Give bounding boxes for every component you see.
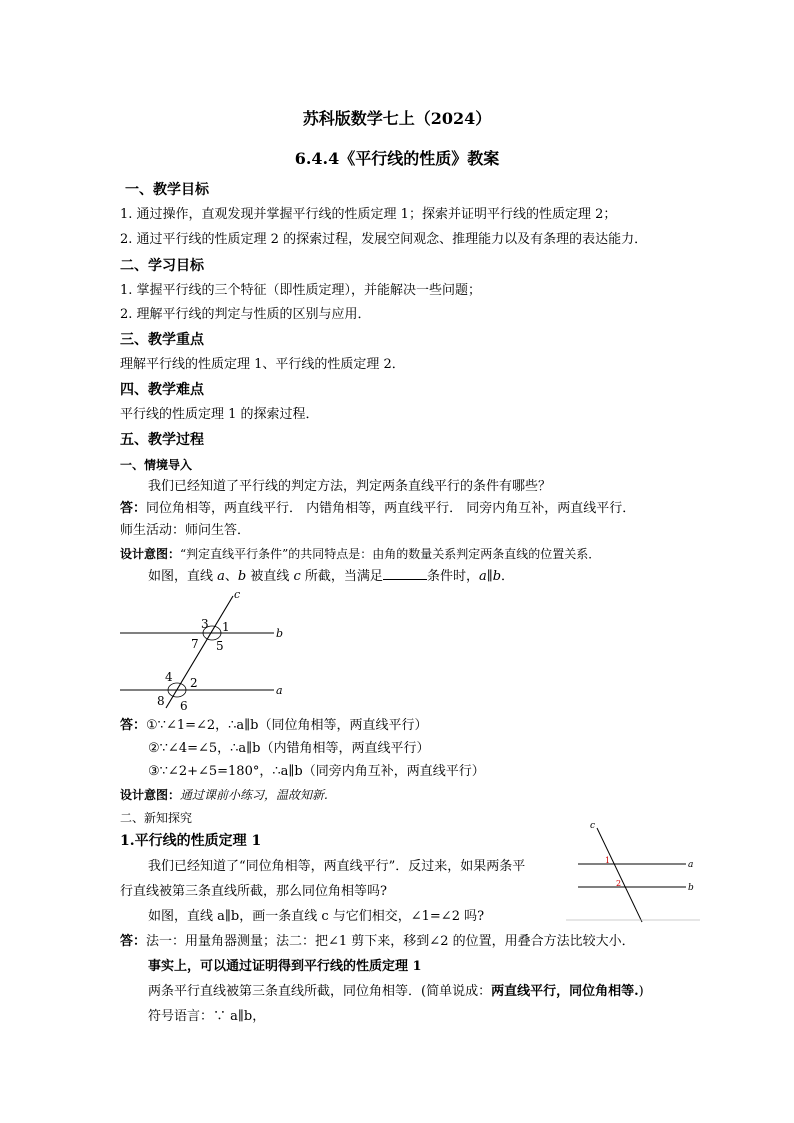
difficulty-text: 平行线的性质定理 1 的探索过程． [120,407,319,422]
label-a: a [688,860,694,870]
section-heading-objectives: 一、教学目标 [125,182,209,198]
symbol-language: 符号语言：∵ a∥b， [148,1009,266,1024]
theorem1-heading: 1.平行线的性质定理 1 [120,833,262,849]
section-heading-learning: 二、学习目标 [120,258,204,274]
focus-text: 理解平行线的性质定理 1、平行线的性质定理 2． [120,357,405,372]
theorem-close: ) [638,984,644,999]
angle-label-4: 4 [165,670,173,684]
prompt-text-j: ． [501,569,515,584]
prompt-var-a: a [217,569,225,584]
doc-subtitle: 6.4.4《平行线的性质》教案 [294,149,500,168]
learning-item-2: 2. 理解平行线的判定与性质的区别与应用． [120,307,371,322]
doc-title: 苏科版数学七上（2024） [302,109,492,128]
activity-text: 师问生答． [185,523,251,538]
design-label: 设计意图： [120,547,181,561]
answer2-label: 答： [120,718,147,733]
subsection-heading-explore: 二、新知探究 [120,811,193,825]
label-c: c [234,588,241,601]
explore-paragraph-2: 如图，直线 a∥b，画一条直线 c 与它们相交，∠1=∠2 吗? [148,909,485,924]
theorem-text: 两条平行直线被第三条直线所截，同位角相等．(简单说成： [148,984,492,999]
angle-label-8: 8 [157,694,165,708]
angle-label-1: 1 [605,856,611,865]
prompt-parallel: a∥b [478,569,502,584]
explore-paragraph-1b: 行直线被第三条直线所截，那么同位角相等吗? [120,884,387,899]
activity-label: 师生活动： [120,523,186,538]
prompt-text-e: 被直线 [246,569,294,584]
angle-label-1: 1 [222,620,230,634]
angle-label-5: 5 [216,639,224,653]
explore-paragraph-1a: 我们已经知道了“同位角相等，两直线平行”．反过来，如果两条平 [148,859,526,874]
intro-activity [120,522,250,540]
explore-answer [120,933,635,951]
answer-label: 答： [120,501,147,516]
figure1-answer-1 [120,717,428,735]
design-text: “判定直线平行条件”的共同特点是：由角的数量关系判定两条直线的位置关系． [180,547,601,561]
figure-parallel-lines-transversal [562,818,704,924]
label-c: c [590,821,596,831]
answer-text: 同位角相等，两直线平行． 内错角相等，两直线平行． 同旁内角互补，两直线平行． [146,501,636,516]
objective-item-2: 2. 通过平行线的性质定理 2 的探索过程，发展空间观念、推理能力以及有条理的表达能力． [120,232,648,247]
section-heading-difficulty: 四、教学难点 [120,382,204,398]
theorem-fact: 事实上，可以通过证明得到平行线的性质定理 1 [148,959,422,974]
figure1-answer-2: ②∵∠4=∠5，∴a∥b（内错角相等，两直线平行） [148,741,430,756]
prompt-text-a: 如图，直线 [148,569,218,584]
prompt-var-b: b [237,569,247,584]
angle-label-3: 3 [201,617,209,631]
intro-prompt [148,567,514,586]
angle-label-2: 2 [616,879,622,888]
angle-label-7: 7 [191,637,199,651]
figure-transversal-eight-angles [118,588,298,710]
objective-item-1: 1. 通过操作，直观发现并掌握平行线的性质定理 1；探索并证明平行线的性质定理 2； [120,207,617,222]
section-heading-focus: 三、教学重点 [120,332,204,348]
intro-question: 我们已经知道了平行线的判定方法，判定两条直线平行的条件有哪些？ [148,479,552,494]
label-a: a [276,684,283,697]
design2-text: 通过课前小练习，温故知新. [180,788,328,802]
explore-answer-label: 答： [120,934,147,949]
label-b: b [276,627,284,640]
prompt-text-g: 所截，当满足 [300,569,383,584]
angle-label-6: 6 [180,699,188,710]
figure1-design [120,786,328,804]
intro-design [120,545,600,563]
prompt-text-c: 、 [224,569,238,584]
intro-answer [120,500,635,518]
prompt-text-h: 条件时， [426,569,479,584]
answer2-line-1: ①∵∠1=∠2，∴a∥b（同位角相等，两直线平行） [146,718,428,733]
fill-blank [383,567,427,580]
label-b: b [688,883,694,893]
explore-answer-text: 法一：用量角器测量；法二：把∠1 剪下来，移到∠2 的位置，用叠合方法比较大小． [146,934,635,949]
theorem-short: 两直线平行，同位角相等. [491,984,639,999]
prompt-var-c: c [293,569,301,584]
subsection-heading-intro: 一、情境导入 [120,458,193,472]
learning-item-1: 1. 掌握平行线的三个特征（即性质定理），并能解决一些问题； [120,283,482,298]
line-c [597,828,642,922]
angle-label-2: 2 [190,676,198,690]
theorem-statement [148,983,644,1001]
section-heading-process: 五、教学过程 [120,432,204,448]
figure1-answer-3: ③∵∠2+∠5=180°，∴a∥b（同旁内角互补，两直线平行） [148,764,485,779]
design2-label: 设计意图： [120,788,181,802]
